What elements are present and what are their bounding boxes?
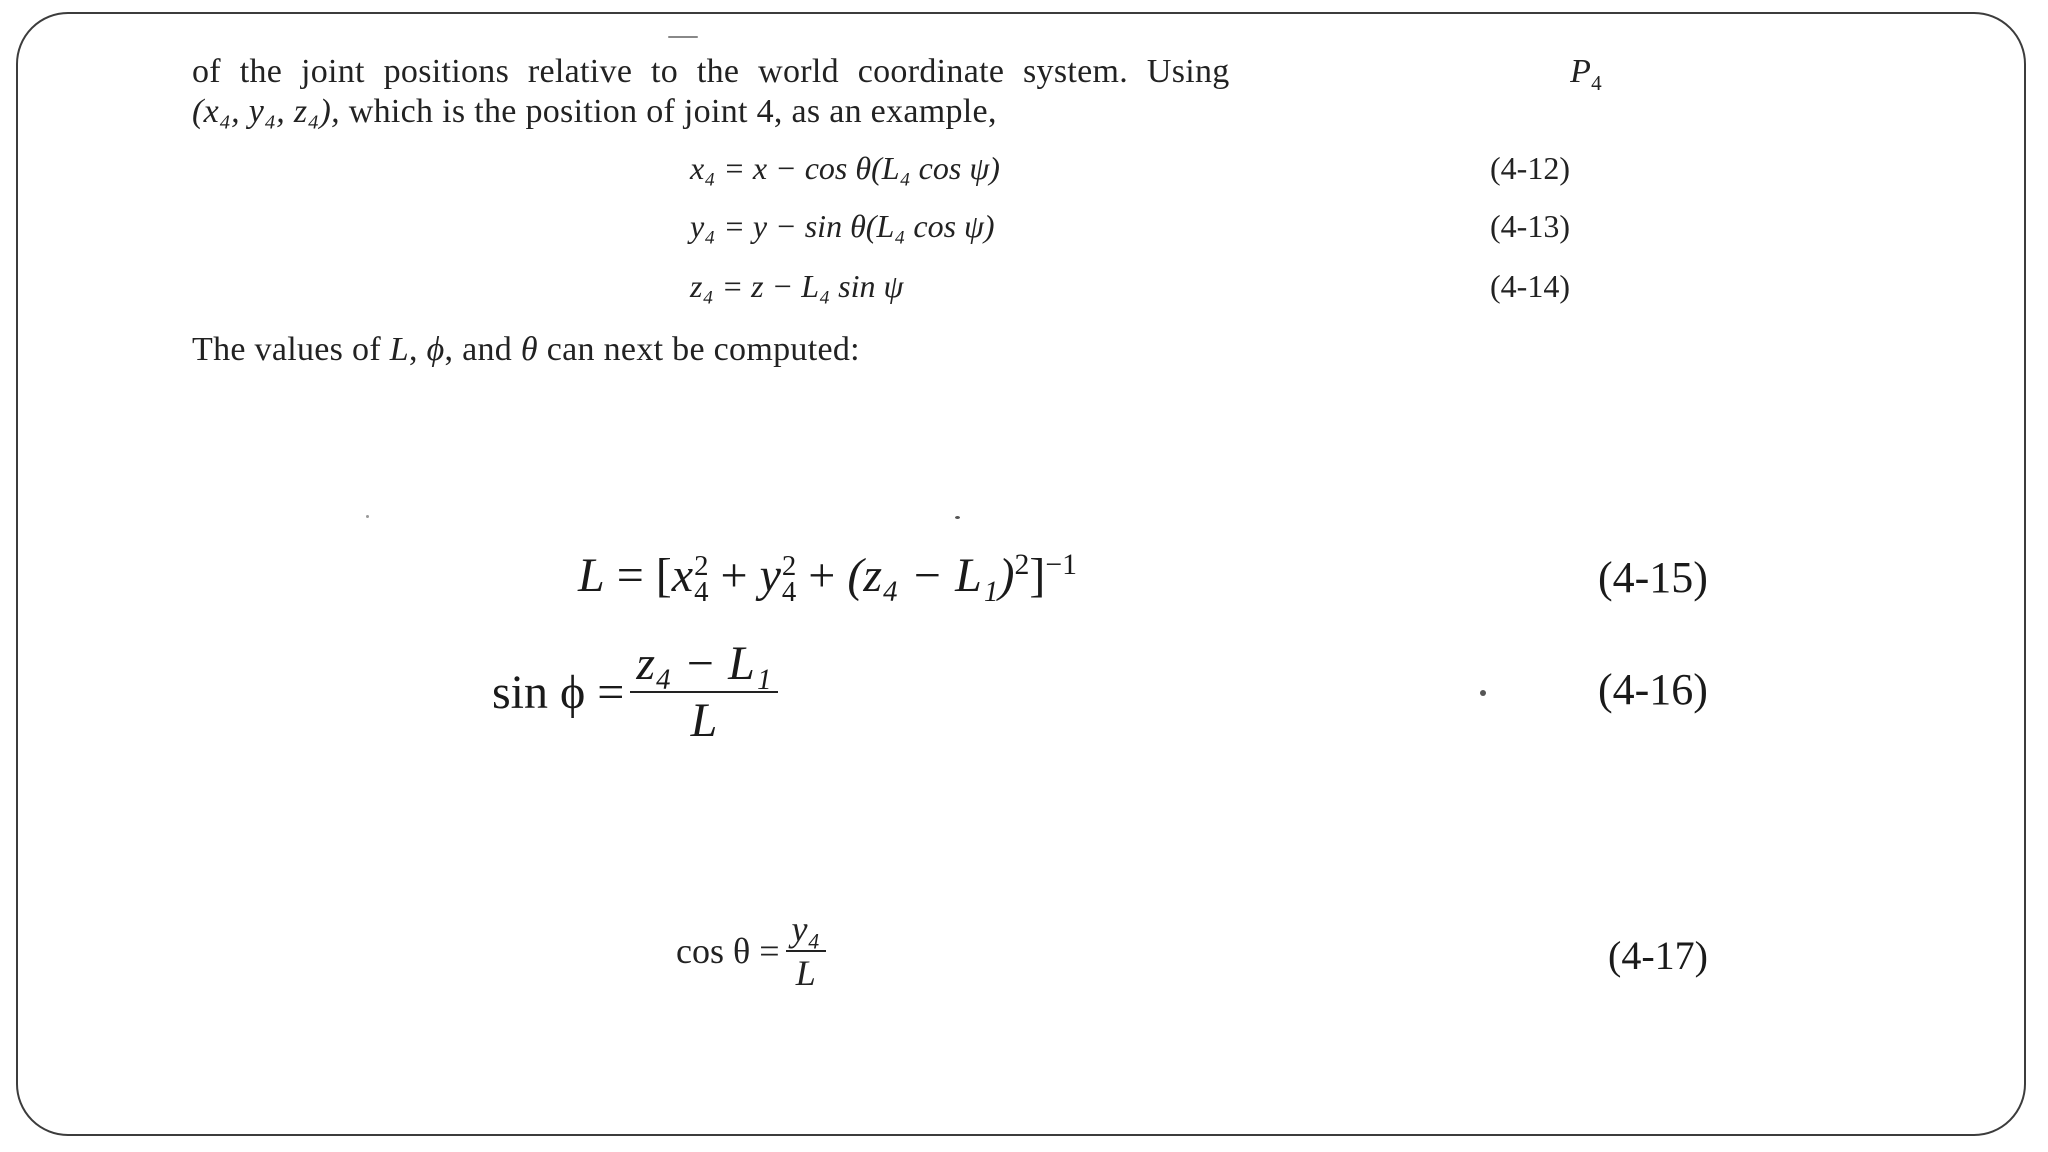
equation-number-4-15: (4-15)	[1598, 553, 1708, 602]
computed-sentence: The values of L, ϕ, and θ can next be computed:	[192, 331, 860, 368]
equation-number-4-17: (4-17)	[1608, 933, 1708, 978]
equation-number-4-12: (4-12)	[1490, 150, 1570, 186]
paragraph-line-2	[192, 92, 997, 132]
scan-speck	[668, 36, 698, 38]
equation-number-4-14: (4-14)	[1490, 268, 1570, 304]
equation-4-15: L = [x 2 4 + y 2 4 + $(z_4 - L_1)^2]^{-1}$	[578, 548, 1077, 608]
scan-speck	[1480, 690, 1486, 696]
equation-number-4-13: (4-13)	[1490, 208, 1570, 244]
equation-4-14: z₄ = z − L₄ sin ψ	[690, 268, 904, 304]
joint-coords: (x₄, y₄, z₄),	[192, 93, 340, 130]
paragraph-line-2-text: which is the position of joint 4, as an example,	[348, 93, 997, 130]
fraction-4-16: $\frac{\text{z₄ − L₁}}{L}$	[630, 636, 777, 748]
equation-4-16: sin ϕ = $\frac{\text{z₄ − L₁}}{L}$	[492, 636, 778, 748]
equation-4-17: cos θ = $\frac{\text{y₄}}{L}$	[676, 908, 826, 994]
fraction-4-17: $\frac{\text{y₄}}{L}$	[786, 908, 827, 994]
paragraph-line-1-text: of the joint positions relative to the world coordinate system. Using	[192, 53, 1230, 90]
equation-4-12: x₄ = x − cos θ(L₄ cos ψ)	[690, 150, 1000, 186]
scan-speck	[366, 515, 369, 518]
equation-number-4-16: (4-16)	[1598, 665, 1708, 714]
equation-4-13: y₄ = y − sin θ(L₄ cos ψ)	[690, 208, 995, 244]
symbol-p4: $P_4$	[1570, 53, 1602, 95]
scan-speck	[955, 516, 960, 519]
